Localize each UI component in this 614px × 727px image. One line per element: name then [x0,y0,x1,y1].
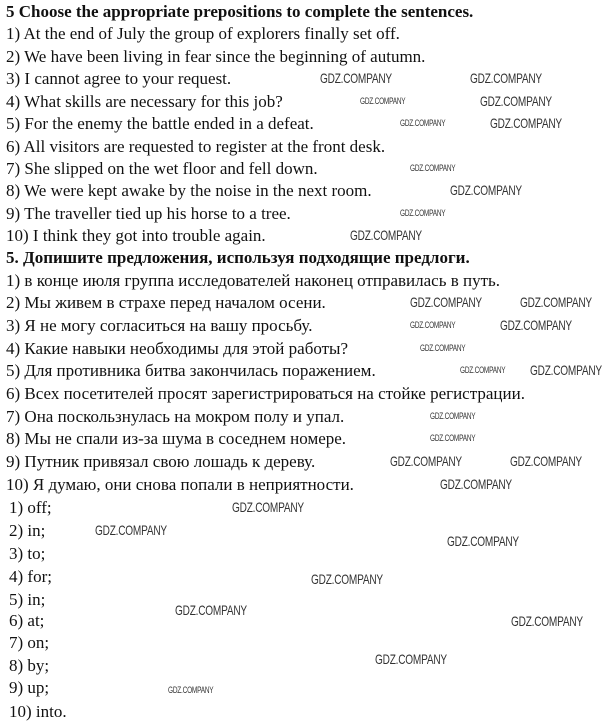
russian-sentence: 7) Она поскользнулась на мокром полу и упал. [6,407,345,426]
watermark: GDZ.COMPANY [400,118,446,128]
english-title: 5 Choose the appropriate prepositions to complete the sentences. [6,2,474,21]
watermark: GDZ.COMPANY [511,613,583,629]
watermark: GDZ.COMPANY [175,602,247,618]
russian-sentence: 2) Мы живем в страхе перед началом осени. [6,293,326,312]
watermark: GDZ.COMPANY [480,93,552,109]
watermark: GDZ.COMPANY [400,208,446,218]
russian-sentence: 10) Я думаю, они снова попали в неприятности. [6,475,354,494]
english-sentence: 10) I think they got into trouble again. [6,226,266,245]
answer-item: 9) up; [9,678,50,697]
answer-item: 6) at; [9,611,45,630]
russian-sentence: 5) Для противника битва закончилась поражением. [6,361,376,380]
answer-item: 2) in; [9,521,46,540]
watermark: GDZ.COMPANY [311,571,383,587]
watermark: GDZ.COMPANY [430,433,476,443]
watermark: GDZ.COMPANY [510,453,582,469]
watermark: GDZ.COMPANY [232,499,304,515]
answer-item: 4) for; [9,567,52,586]
watermark: GDZ.COMPANY [440,476,512,492]
english-sentence: 7) She slipped on the wet floor and fell down. [6,159,318,178]
answer-item: 8) by; [9,656,50,675]
russian-sentence: 8) Мы не спали из-за шума в соседнем номере. [6,429,347,448]
english-sentence: 9) The traveller tied up his horse to a tree. [6,204,291,223]
russian-sentence: 1) в конце июля группа исследователей наконец отправилась в путь. [6,271,501,290]
watermark: GDZ.COMPANY [375,651,447,667]
watermark: GDZ.COMPANY [168,685,214,695]
russian-sentence: 6) Всех посетителей просят зарегистрироваться на стойке регистрации. [6,384,525,403]
watermark: GDZ.COMPANY [350,227,422,243]
english-sentence: 1) At the end of July the group of explorers finally set off. [6,24,400,43]
watermark: GDZ.COMPANY [390,453,462,469]
watermark: GDZ.COMPANY [95,522,167,538]
watermark: GDZ.COMPANY [430,411,476,421]
russian-sentence: 9) Путник привязал свою лошадь к дереву. [6,452,316,471]
watermark: GDZ.COMPANY [410,320,456,330]
watermark: GDZ.COMPANY [490,115,562,131]
watermark: GDZ.COMPANY [320,70,392,86]
answer-item: 7) on; [9,633,50,652]
watermark: GDZ.COMPANY [420,343,466,353]
watermark: GDZ.COMPANY [410,163,456,173]
english-sentence: 3) I cannot agree to your request. [6,69,232,88]
english-sentence: 5) For the enemy the battle ended in a defeat. [6,114,314,133]
watermark: GDZ.COMPANY [530,362,602,378]
watermark: GDZ.COMPANY [410,294,482,310]
answer-item: 3) to; [9,544,46,563]
answer-item: 10) into. [9,702,67,721]
watermark: GDZ.COMPANY [360,96,406,106]
answer-item: 1) off; [9,498,52,517]
russian-title: 5. Допишите предложения, используя подходящие предлоги. [6,248,470,267]
watermark: GDZ.COMPANY [447,533,519,549]
watermark: GDZ.COMPANY [470,70,542,86]
russian-sentence: 3) Я не могу согласиться на вашу просьбу. [6,316,313,335]
english-sentence: 2) We have been living in fear since the beginning of autumn. [6,47,426,66]
english-sentence: 4) What skills are necessary for this job? [6,92,283,111]
english-sentence: 6) All visitors are requested to register at the front desk. [6,137,386,156]
watermark: GDZ.COMPANY [450,182,522,198]
english-sentence: 8) We were kept awake by the noise in the next room. [6,181,372,200]
answer-item: 5) in; [9,590,46,609]
watermark: GDZ.COMPANY [520,294,592,310]
watermark: GDZ.COMPANY [460,365,506,375]
watermark: GDZ.COMPANY [500,317,572,333]
russian-sentence: 4) Какие навыки необходимы для этой работы? [6,339,349,358]
